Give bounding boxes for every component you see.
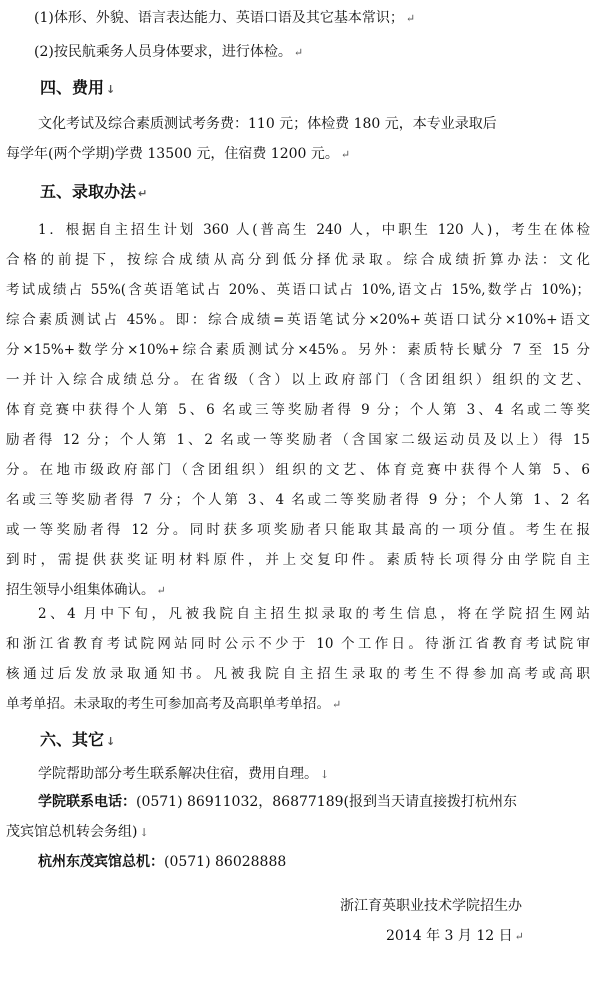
- admission-paragraph-1-line: 分。在地市级政府部门（含团组织）组织的文艺、体育竞赛中获得个人第 5、6: [6, 462, 590, 478]
- admission-paragraph-1-line: 1．根据自主招生计划 360 人(普高生 240 人，中职生 120 人)，考生在体检: [38, 222, 590, 238]
- contact-phone-continued: 茂宾馆总机转会务组) ↓: [6, 824, 149, 840]
- hotel-phone-label: 杭州东茂宾馆总机：: [38, 854, 164, 870]
- admission-paragraph-1-last-line: 招生领导小组集体确认。 ↵: [6, 582, 166, 598]
- admission-paragraph-1-line: 综合素质测试占 45%。即：综合成绩=英语笔试分×20%+英语口试分×10%+语文: [6, 312, 590, 328]
- signature-date: 2014 年 3 月 12 日 ↵: [386, 928, 524, 944]
- admission-paragraph-1-line: 分×15%+数学分×10%+综合素质测试分×45%。另外：素质特长赋分 7 至 15 分: [6, 342, 590, 358]
- contact-phone-value: (0571) 86911032，86877189(报到当天请直接拨打杭州东: [136, 794, 517, 810]
- other-heading: 六、其它 ↓: [40, 730, 116, 749]
- admission-paragraph-1-line: 一并计入综合成绩总分。在省级（含）以上政府部门（含团组织）组织的文艺、: [6, 372, 590, 388]
- other-line: 学院帮助部分考生联系解决住宿，费用自理。 ↓: [38, 766, 330, 782]
- hotel-phone-value: (0571) 86028888: [164, 854, 287, 870]
- fees-heading: 四、费用 ↓: [40, 78, 116, 97]
- signature-org: 浙江育英职业技术学院招生办: [340, 898, 522, 914]
- admission-paragraph-1-line: 或一等奖励者得 12 分。同时获多项奖励者只能取其最高的一项分值。考生在报: [6, 522, 590, 538]
- admission-paragraph-2-line: 核通过后发放录取通知书。凡被我院自主招生录取的考生不得参加高考或高职: [6, 666, 590, 682]
- admission-paragraph-2-last-line: 单考单招。未录取的考生可参加高考及高职单考单招。 ↵: [6, 696, 342, 712]
- admission-paragraph-1-line: 考试成绩占 55%(含英语笔试占 20%、英语口试占 10%,语文占 15%,数学占 10%)；: [6, 282, 590, 298]
- admission-paragraph-1-line: 合格的前提下，按综合成绩从高分到低分择优录取。综合成绩折算办法：文化: [6, 252, 590, 268]
- requirement-line-1: (1)体形、外貌、语言表达能力、英语口语及其它基本常识； ↵: [34, 10, 416, 26]
- admission-paragraph-1-line: 体育竞赛中获得个人第 5、6 名或三等奖励者得 9 分；个人第 3、4 名或二等奖: [6, 402, 590, 418]
- contact-phone: [38, 792, 517, 812]
- contact-phone-label: 学院联系电话：: [38, 794, 136, 810]
- admission-paragraph-1-line: 励者得 12 分；个人第 1、2 名或一等奖励者（含国家二级运动员及以上）得 15: [6, 432, 590, 448]
- admission-paragraph-1-line: 到时，需提供获奖证明材料原件，并上交复印件。素质特长项得分由学院自主: [6, 552, 590, 568]
- hotel-phone: [38, 852, 286, 872]
- requirement-line-2: (2)按民航乘务人员身体要求，进行体检。 ↵: [34, 44, 304, 60]
- admission-paragraph-1-line: 名或三等奖励者得 7 分；个人第 3、4 名或二等奖励者得 9 分；个人第 1、2 名: [6, 492, 590, 508]
- fees-line-2: 每学年(两个学期)学费 13500 元，住宿费 1200 元。 ↵: [6, 146, 351, 162]
- admission-heading: 五、录取办法 ↵: [40, 182, 148, 201]
- fees-line-1: 文化考试及综合素质测试考务费：110 元；体检费 180 元，本专业录取后: [38, 116, 497, 132]
- admission-paragraph-2-line: 2、4 月中下旬，凡被我院自主招生拟录取的考生信息，将在学院招生网站: [38, 606, 590, 622]
- admission-paragraph-2-line: 和浙江省教育考试院网站同时公示不少于 10 个工作日。待浙江省教育考试院审: [6, 636, 590, 652]
